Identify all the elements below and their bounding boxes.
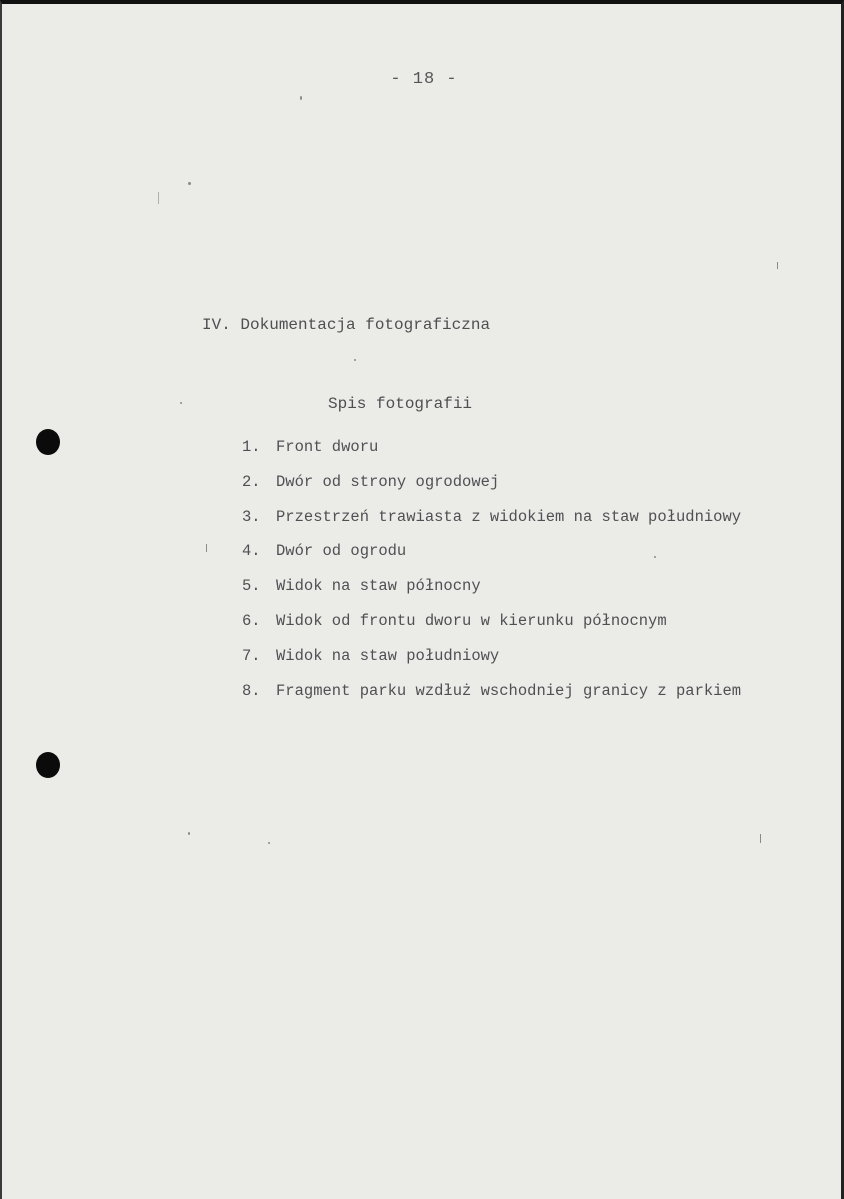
list-item-number: 4. (242, 542, 261, 561)
list-item-number: 2. (242, 472, 261, 491)
paper-speck (188, 832, 190, 835)
paper-speck (760, 834, 761, 843)
paper-speck (188, 182, 191, 185)
photo-list (242, 437, 741, 715)
list-item-number: 1. (242, 438, 261, 456)
paper-speck (354, 359, 356, 361)
paper-speck (158, 192, 159, 204)
list-item-text: Front dworu (276, 438, 379, 456)
list-item-text: Widok na staw południowy (276, 646, 500, 665)
paper-speck (206, 544, 207, 552)
list-item-text: Fragment parku wzdłuż wschodniej granicy z parkiem (276, 681, 742, 700)
list-item (242, 437, 741, 472)
list-item (242, 541, 741, 576)
list-item-number: 6. (242, 611, 261, 630)
list-item-text: Widok na staw północny (276, 577, 481, 596)
paper-speck (654, 556, 656, 558)
list-item (242, 472, 741, 507)
punch-hole-bottom (36, 752, 60, 778)
list-item (242, 646, 741, 681)
paper-speck (300, 96, 302, 100)
section-heading: IV. Dokumentacja fotograficzna (202, 316, 491, 334)
page-number: - 18 - (390, 70, 458, 89)
list-item-text: Przestrzeń trawiasta z widokiem na staw południowy (276, 507, 742, 526)
paper-speck (777, 262, 778, 269)
list-item (242, 611, 741, 646)
list-item (242, 576, 741, 611)
paper-speck (180, 402, 182, 404)
punch-hole-top (36, 429, 60, 455)
list-item-text: Dwór od ogrodu (276, 542, 407, 561)
list-title: Spis fotografii (328, 395, 473, 413)
list-item-number: 8. (242, 681, 261, 700)
list-item-number: 5. (242, 577, 261, 596)
list-item-number: 3. (242, 507, 261, 526)
list-item-text: Dwór od strony ogrodowej (276, 472, 500, 491)
list-item-number: 7. (242, 646, 261, 665)
list-item (242, 681, 741, 716)
list-item (242, 507, 741, 542)
list-item-text: Widok od frontu dworu w kierunku północnym (276, 611, 667, 630)
paper-speck (268, 842, 270, 844)
